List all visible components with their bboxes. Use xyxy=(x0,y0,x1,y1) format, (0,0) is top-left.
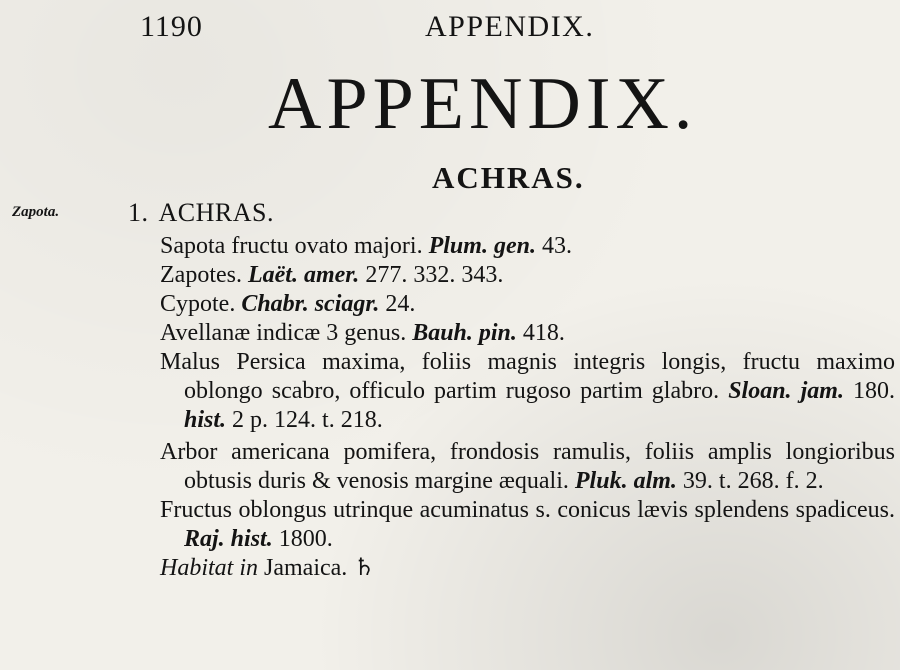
synonym-citation: 43. xyxy=(541,233,572,259)
synonym-text: Cypote. xyxy=(160,291,236,317)
genus-heading: ACHRAS. xyxy=(432,160,585,195)
side-note: Zapota. xyxy=(12,204,60,220)
synonym-item xyxy=(160,496,895,554)
entry-number: 1. xyxy=(128,198,149,227)
synonym-citation: 277. 332. 343. xyxy=(365,262,504,288)
habitat-place: Jamaica. xyxy=(264,555,348,581)
synonym-item xyxy=(160,348,895,435)
synonym-list xyxy=(160,232,895,583)
synonym-reference: Pluk. alm. xyxy=(574,468,677,494)
entry-heading xyxy=(128,198,274,228)
synonym-item xyxy=(160,232,895,261)
synonym-item xyxy=(160,290,895,319)
synonym-citation: 39. t. 268. f. 2. xyxy=(682,468,824,494)
synonym-citation: 24. xyxy=(385,291,416,317)
synonym-reference-secondary: hist. xyxy=(184,407,227,433)
synonym-reference: Laët. amer. xyxy=(247,262,360,288)
synonym-text: Zapotes. xyxy=(160,262,242,288)
synonym-reference: Raj. hist. xyxy=(184,526,273,552)
running-title: APPENDIX. xyxy=(425,10,595,43)
habitat-label: Habitat in xyxy=(160,555,259,581)
habitat-line xyxy=(160,554,895,583)
synonym-text: Avellanæ indicæ 3 genus. xyxy=(160,320,407,346)
synonym-item xyxy=(160,319,895,348)
habitat-symbol: ♄ xyxy=(353,555,375,581)
synonym-reference: Sloan. jam. xyxy=(728,378,844,404)
synonym-reference: Bauh. pin. xyxy=(412,320,517,346)
running-head xyxy=(0,6,900,46)
synonym-item xyxy=(160,261,895,290)
entry-name: ACHRAS. xyxy=(158,198,274,227)
main-title: APPENDIX. xyxy=(268,63,698,145)
synonym-reference: Plum. gen. xyxy=(428,233,536,259)
synonym-text: Fructus oblongus utrinque acuminatus s. conicus lævis splendens spadiceus. xyxy=(160,497,895,523)
synonym-citation: 1800. xyxy=(278,526,333,552)
page-number: 1190 xyxy=(140,10,203,43)
synonym-reference: Chabr. sciagr. xyxy=(241,291,380,317)
synonym-citation-secondary: 2 p. 124. t. 218. xyxy=(232,407,383,433)
synonym-item xyxy=(160,438,895,496)
synonym-citation: 418. xyxy=(522,320,565,346)
synonym-text: Arbor americana pomifera, frondosis ramulis, foliis amplis longioribus obtusis duris & venosis margine æquali. xyxy=(160,439,895,494)
synonym-text: Malus Persica maxima, foliis magnis integris longis, fructu maximo oblongo scabro, officulo partim rugoso partim glabro. xyxy=(160,349,895,404)
synonym-text: Sapota fructu ovato majori. xyxy=(160,233,423,259)
synonym-citation: 180. xyxy=(853,378,896,404)
